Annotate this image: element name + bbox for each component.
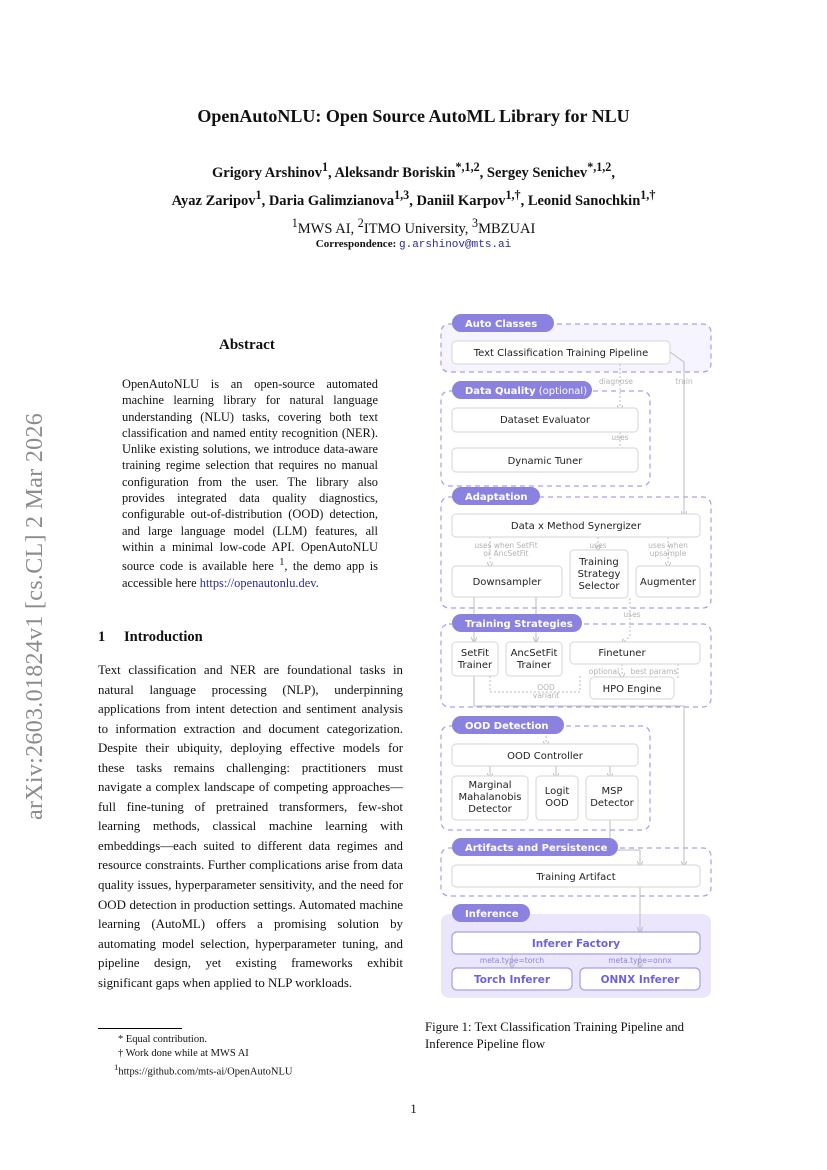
group-title-art: Artifacts and Persistence bbox=[465, 843, 608, 854]
node-tuner: Dynamic Tuner bbox=[507, 456, 583, 467]
author-sup: 1,3 bbox=[394, 187, 410, 202]
abstract-text: , the demo app is accessible here bbox=[122, 559, 378, 590]
author: Aleksandr Boriskin bbox=[334, 164, 456, 181]
pipeline-figure bbox=[436, 310, 718, 1002]
label-ood-1: OOD bbox=[537, 683, 555, 692]
group-title-dq-optional: (optional) bbox=[535, 386, 588, 397]
author-line-1: Grigory Arshinov$^1$, Aleksandr Boriskin$^{*,1,2}$, Sergey Senichev$^{*,1,2}$, bbox=[212, 160, 615, 181]
label-train: train bbox=[675, 377, 693, 386]
node-onnx: ONNX Inferer bbox=[600, 974, 680, 986]
node-augmenter: Augmenter bbox=[640, 577, 696, 588]
arxiv-identifier: arXiv:2603.01824v1 [cs.CL] 2 Mar 2026 bbox=[22, 412, 48, 820]
label-uses: uses bbox=[589, 541, 607, 550]
group-pills bbox=[452, 314, 618, 922]
label-optional: optional bbox=[588, 667, 620, 676]
author: Leonid Sanochkin bbox=[527, 192, 641, 209]
section-number: 1 bbox=[98, 629, 106, 645]
label-uses: uses bbox=[611, 433, 629, 442]
node-ancsetfit-2: Trainer bbox=[516, 660, 552, 671]
correspondence bbox=[0, 238, 827, 251]
label-diagnose: diagnose bbox=[598, 377, 634, 386]
affil-sup: 1 bbox=[291, 216, 298, 230]
node-hpo: HPO Engine bbox=[602, 684, 662, 695]
label-ood-2: variant bbox=[532, 691, 560, 700]
abstract-heading: Abstract bbox=[219, 337, 275, 353]
group-title-ood: OOD Detection bbox=[465, 721, 549, 732]
node-selector-1: Training bbox=[579, 557, 619, 568]
author-sup: 1 bbox=[321, 160, 329, 174]
affil-sup: 2 bbox=[357, 216, 364, 230]
group-title-adapt: Adaptation bbox=[465, 492, 528, 503]
edge-artifact-train bbox=[474, 676, 684, 866]
label-best-params: best params bbox=[630, 667, 678, 676]
demo-link[interactable]: https://openautonlu.dev bbox=[199, 575, 316, 590]
node-artifact: Training Artifact bbox=[536, 872, 616, 883]
footnote-equal: * Equal contribution. bbox=[118, 1034, 207, 1045]
author-sup: 1,† bbox=[640, 187, 656, 202]
label-when-setfit-2: or AncSetFit bbox=[483, 549, 529, 558]
author-list bbox=[0, 156, 827, 212]
footnote-github bbox=[114, 1061, 293, 1079]
author-sup: *,1,2 bbox=[455, 160, 480, 174]
node-mahal-3: Detector bbox=[468, 804, 512, 815]
footnote-mark: 1 bbox=[279, 557, 285, 569]
node-selector-2: Strategy bbox=[577, 569, 621, 580]
node-setfit-1: SetFit bbox=[460, 648, 490, 659]
label-when-upsample-2: upsample bbox=[649, 549, 687, 558]
correspondence-label: Correspondence: bbox=[315, 238, 397, 250]
node-downsampler: Downsampler bbox=[472, 577, 542, 588]
author: Grigory Arshinov bbox=[212, 164, 322, 181]
footnote-mark: 1 bbox=[114, 1062, 119, 1072]
node-finetuner: Finetuner bbox=[598, 648, 646, 659]
affil-sup: 3 bbox=[472, 216, 479, 230]
affil: MBZUAI bbox=[478, 220, 536, 237]
node-msp-2: Detector bbox=[590, 798, 634, 809]
author-sup: 1 bbox=[255, 187, 262, 202]
node-msp-1: MSP bbox=[601, 786, 623, 797]
edge-ood-variant bbox=[490, 676, 580, 692]
edge-uses-finetuner bbox=[622, 598, 630, 644]
author: Daria Galimzianova bbox=[268, 192, 395, 209]
node-setfit-2: Trainer bbox=[457, 660, 493, 671]
abstract-body bbox=[122, 376, 378, 591]
node-pipeline: Text Classification Training Pipeline bbox=[473, 348, 649, 359]
node-synergizer: Data x Method Synergizer bbox=[510, 521, 642, 532]
intro-paragraph: Text classification and NER are foundational tasks in natural language processing (NLP), underpinning applications from intent detection and sentiment analysis to information extraction and document categorization. Despite their ubiquity, deploying effective models for these tasks remains challenging: practitioners must navigate a complex landscape of competing approaches—full fine-tuning of pretrained transformers, few-shot learning methods, classical machine learning with embeddings—each suited to different data regimes and resource constraints. Further complications arise from data quality issues, hyperparameter sensitivity, and the need for OOD detection in production settings. Automated machine learning (AutoML) offers a promising solution by automating model selection, hyperparameter tuning, and pipeline design, yet existing frameworks exhibit significant gaps when applied to NLP workloads. bbox=[98, 663, 403, 990]
author: Sergey Senichev bbox=[486, 164, 588, 181]
node-ancsetfit-1: AncSetFit bbox=[510, 648, 558, 659]
node-logit-2: OOD bbox=[545, 798, 569, 809]
label-meta-torch: meta.type=torch bbox=[479, 956, 545, 965]
group-title-inf: Inference bbox=[465, 909, 519, 920]
footnote-mws: † Work done while at MWS AI bbox=[118, 1048, 249, 1059]
group-title-auto: Auto Classes bbox=[465, 319, 538, 330]
affil: MWS AI, bbox=[297, 220, 358, 237]
author: Ayaz Zaripov bbox=[171, 192, 256, 209]
node-ood-ctrl: OOD Controller bbox=[507, 751, 583, 762]
abstract-text: . bbox=[315, 575, 319, 590]
page-number: 1 bbox=[410, 1101, 417, 1116]
label-uses: uses bbox=[623, 610, 641, 619]
node-factory: Inferer Factory bbox=[531, 938, 621, 950]
label-when-upsample-1: uses when bbox=[648, 541, 688, 550]
section-heading bbox=[98, 629, 203, 646]
node-mahal-2: Mahalanobis bbox=[458, 792, 522, 803]
node-logit-1: Logit bbox=[544, 786, 570, 797]
node-selector-3: Selector bbox=[578, 581, 620, 592]
abstract-text: OpenAutoNLU is an open-source automated machine learning library for natural language understanding (NLU) tasks, covering both text classification and named entity recognition (NER). Unlike existing solutions, we introduce data-aware training regime selection that requires no manual configuration from the user. The library also provides integrated data quality diagnostics, configurable out-of-distribution (OOD) detection, and large language model (LLM) features, all within a minimal low-code API. OpenAutoNLU source code is available here bbox=[122, 377, 378, 574]
node-evaluator: Dataset Evaluator bbox=[499, 415, 591, 426]
paper-title: OpenAutoNLU: Open Source AutoML Library for NLU bbox=[197, 106, 630, 126]
section-title: Introduction bbox=[124, 629, 203, 645]
figure-caption: Figure 1: Text Classification Training Pipeline and Inference Pipeline flow bbox=[425, 1020, 685, 1051]
node-torch: Torch Inferer bbox=[473, 974, 551, 986]
author-line-2: Ayaz Zaripov$^1$, Daria Galimzianova$^{1,3}$, Daniil Karpov$^{1,\dagger}$, Leonid Sanochkin$^{1,\dagger}$ bbox=[171, 187, 656, 209]
group-title-dq-main: Data Quality bbox=[465, 386, 536, 397]
correspondence-email[interactable]: g.arshinov@mts.ai bbox=[399, 239, 512, 251]
author: Daniil Karpov bbox=[416, 192, 506, 209]
group-title-ts: Training Strategies bbox=[465, 619, 573, 630]
group-title-dq bbox=[465, 386, 587, 397]
footnote-url[interactable]: https://github.com/mts-ai/OpenAutoNLU bbox=[118, 1066, 293, 1078]
label-meta-onnx: meta.type=onnx bbox=[608, 956, 672, 965]
author-sup: *,1,2 bbox=[587, 160, 612, 174]
node-mahal-1: Marginal bbox=[468, 780, 512, 791]
author-sup: 1,† bbox=[505, 187, 521, 202]
footnote-rule bbox=[98, 1028, 182, 1029]
affiliations bbox=[0, 216, 827, 238]
affil: ITMO University, bbox=[363, 220, 473, 237]
label-when-setfit-1: uses when SetFit bbox=[474, 541, 538, 550]
